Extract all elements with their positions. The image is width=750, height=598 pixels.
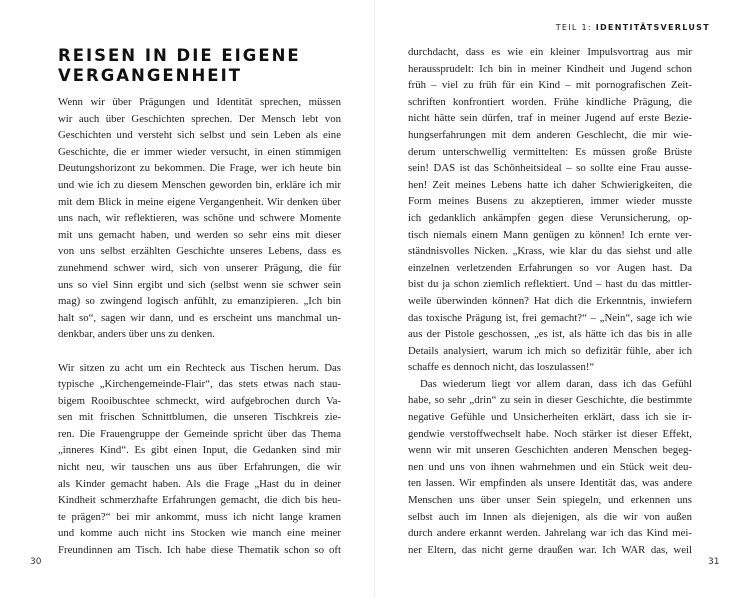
chapter-title-line: REISEN IN DIE EIGENE bbox=[58, 46, 301, 65]
text-line: halt so“, sagen wir dann, und es erscheint uns manchmal un- bbox=[58, 311, 341, 324]
text-line: ren. Die Frauengruppe der Gemeinde spricht über das Thema bbox=[58, 427, 341, 440]
text-line: mit uns gemacht haben, und werden so sehr eins mit dieser bbox=[58, 228, 341, 241]
text-line: tisch niemals einem Mann genügen zu können! Ich ernte ver- bbox=[408, 228, 692, 241]
text-line: Wir sitzen zu acht um ein Rechteck aus Tischen herum. Das bbox=[58, 361, 341, 374]
chapter-title-line: VERGANGENHEIT bbox=[58, 66, 242, 85]
text-line: wir auch über Geschichten sprechen. Der Mensch lebt von bbox=[58, 112, 341, 125]
text-line: nicht hätte sein dürfen, traf in meiner Jugend auf erste Bezie- bbox=[408, 112, 692, 125]
text-line: te prägen?“ bei mir ankommt, muss ich nicht lange kramen bbox=[58, 510, 341, 523]
text-line: sein! DAS ist das Schönheitsideal – so sollte eine Frau ausse- bbox=[408, 162, 692, 175]
text-line: Geschichte, die er immer wieder versucht, in einen stimmigen bbox=[58, 145, 341, 158]
text-line: Menschen uns über unser Sein spiegeln, und erkennen uns bbox=[408, 494, 692, 507]
text-line: wenn wir mit unseren Geschichten anderen Menschen begeg- bbox=[408, 444, 692, 457]
text-line: habe, so sehr „drin“ zu sein in dieser Geschichte, die bestimmte bbox=[408, 394, 692, 407]
right-page bbox=[375, 0, 750, 598]
text-line: denkbar, anders über uns zu denken. bbox=[58, 328, 215, 341]
text-line: ich gedanklich ankämpfen gegen diese Verunsicherung, op- bbox=[408, 211, 692, 224]
text-line: Wenn wir über Prägungen und Identität sprechen, müssen bbox=[58, 96, 341, 108]
page-number-left: 30 bbox=[30, 557, 42, 567]
text-line: Kindheit schmerzhafte Erfahrungen gemacht, die dich bis heu- bbox=[58, 494, 341, 507]
text-line: mag) so zwingend logisch anfühlt, zu emanzipieren. „Ich bin bbox=[58, 295, 341, 308]
text-line: früh – viel zu früh für ein Kind – mit pornografischen Zeit- bbox=[408, 79, 692, 92]
text-line: zunehmend schwer wird, sich von unserer Prägung, die für bbox=[58, 261, 341, 274]
text-line: negative Gefühle und Unsicherheiten erklärt, dass ich sie ir- bbox=[408, 411, 692, 424]
text-line: ständnisvolles Nicken. „Krass, wie klar du das siehst und alle bbox=[408, 245, 692, 258]
right-body-text bbox=[408, 44, 692, 558]
text-line: durch andere erkannt werden. Jahrelang war ich das Kind mei- bbox=[408, 527, 692, 540]
text-line: uns nach, wir reflektieren, was schöne und schwere Momente bbox=[58, 212, 341, 225]
running-head bbox=[556, 23, 710, 32]
text-line: einzelnen verletzenden Erfahrungen so vor Augen hast. Da bbox=[408, 261, 692, 274]
text-line: von uns selbst erzählten Geschichte unseres Lebens, dass es bbox=[58, 245, 341, 258]
text-line: heraussprudelt: Ich bin in meiner Kindheit und Jugend schon bbox=[408, 62, 692, 75]
text-line: derum unterschwellig vermittelten: Es müssen große Brüste bbox=[408, 145, 692, 158]
text-line: selbst auch im Innen als diejenigen, als die wir von außen bbox=[408, 510, 692, 523]
text-line: aus der Pistole geschossen, „es ist, als hätte ich das bis in alle bbox=[408, 328, 692, 341]
text-line: und wie ich zu diesem Menschen geworden bin, erkläre ich mir bbox=[58, 178, 341, 191]
text-line: schriften konfrontiert worden. Frühe kindliche Prägung, die bbox=[408, 95, 692, 108]
text-line: schaffe es dennoch nicht, das loszulassen!“ bbox=[408, 361, 595, 374]
text-line: sen mit frischen Schnittblumen, die unseren Tischkreis zie- bbox=[58, 411, 341, 424]
text-line: ten lassen. Wir empfinden als unsere Identität das, was andere bbox=[408, 477, 692, 490]
text-line: Details analysiert, warum ich mich so defizitär fühle, aber ich bbox=[408, 344, 692, 357]
text-line: typische „Kirchengemeinde-Flair“, das stets etwas nach stau- bbox=[58, 378, 341, 391]
text-line: und komme auch nicht ins Stocken wie manch eine meiner bbox=[58, 527, 341, 540]
text-line: Das wiederum liegt vor allem daran, dass ich das Gefühl bbox=[420, 377, 692, 390]
text-line: nicht neu, wir tauschen uns aus über Erfahrungen, die wir bbox=[58, 461, 341, 474]
text-line: als Kinder gemacht haben. Als die Frage „Hast du in deiner bbox=[58, 477, 341, 490]
text-line: uns so viel Sinn ergibt und sich (selbst wenn sie schwer sein bbox=[58, 278, 341, 291]
text-line: „inneres Kind“. Es gibt einen Input, die Gedanken sind mir bbox=[58, 444, 341, 457]
text-line: Geschichten und versteht sich selbst und sein Leben als eine bbox=[58, 129, 341, 142]
text-line: mit dem Blick in meine eigene Vergangenheit. Wir denken über bbox=[58, 195, 341, 208]
left-body-text bbox=[58, 94, 341, 559]
text-line: nen und uns von ihnen wahrnehmen und ein Stück weit deu- bbox=[408, 460, 692, 473]
text-line: Freundinnen am Tisch. Ich habe diese Thematik schon so oft bbox=[58, 544, 341, 557]
paragraph-gap bbox=[58, 343, 341, 360]
page-number-right: 31 bbox=[708, 557, 720, 567]
chapter-title bbox=[58, 46, 301, 86]
text-line: bist du ja schon ziemlich reflektiert. Und – hast du das mittler- bbox=[408, 278, 692, 291]
text-line: gendwie verstoffwechselt habe. Noch stärker ist dieser Effekt, bbox=[408, 427, 692, 440]
text-line: durchdacht, dass es wie ein kleiner Impulsvortrag aus mir bbox=[408, 46, 692, 58]
text-line: das toxische Prägung ist, frei gemacht?“ – „Nein“, sage ich wie bbox=[408, 311, 692, 324]
text-line: hungserfahrungen mit dem anderen Geschlecht, die mir wie- bbox=[408, 128, 692, 141]
running-head-part: TEIL 1: bbox=[555, 23, 592, 32]
text-line: weile überwinden können? Hat dich die Erkenntnis, inwiefern bbox=[408, 294, 692, 307]
text-line: hen! Zeit meines Lebens hatte ich daher Schwierigkeiten, die bbox=[408, 178, 692, 191]
text-line: ner Eltern, das nicht gerne draußen war. Ich WAR das, weil bbox=[408, 543, 692, 556]
running-head-title: IDENTITÄTSVERLUST bbox=[595, 23, 710, 32]
text-line: Deutungshorizont zu bekommen. Die Frage, wer ich heute bin bbox=[58, 162, 341, 175]
text-line: Form meines Busens zu akzeptieren, immer wieder musste bbox=[408, 195, 692, 208]
text-line: bigem Rooibuschtee schmeckt, wird aufgebrochen durch Va- bbox=[58, 394, 341, 407]
